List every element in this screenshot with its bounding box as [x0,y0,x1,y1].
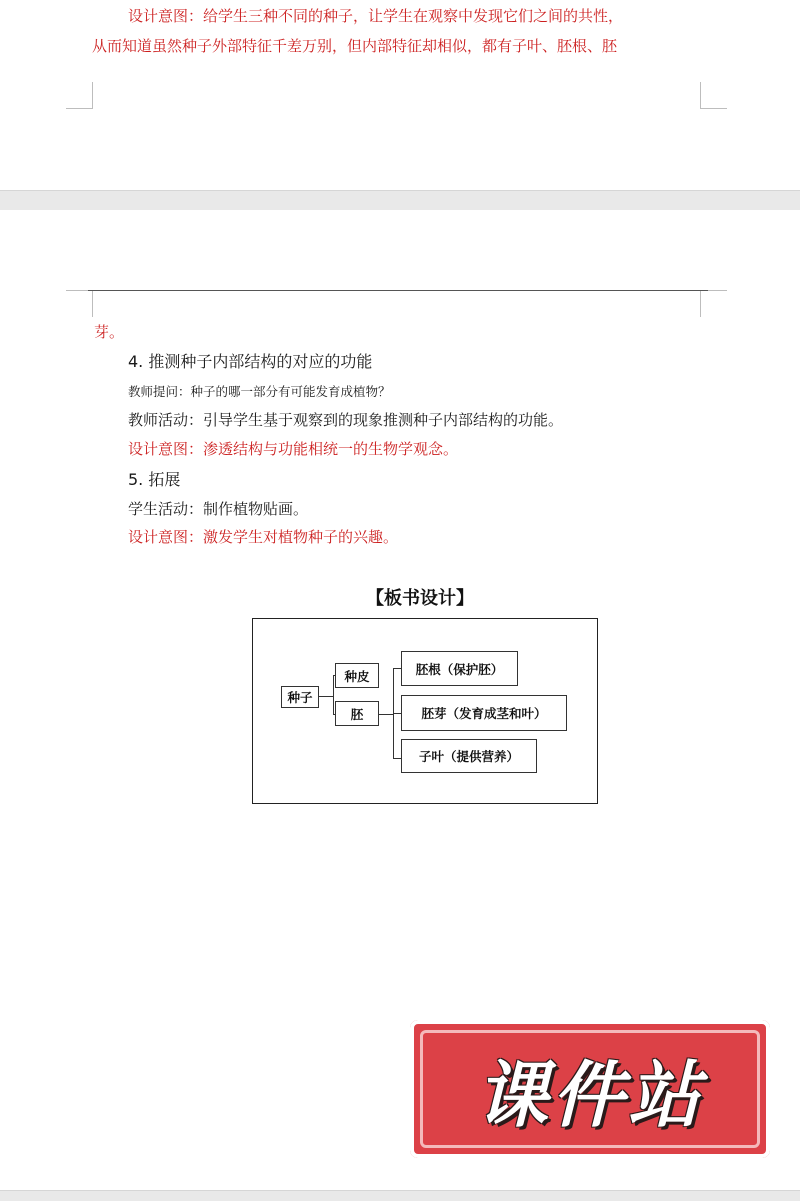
student-activity: 学生活动：制作植物贴画。 [128,500,309,518]
connector-line [393,668,401,669]
board-diagram [252,618,598,804]
node-seed-coat: 种皮 [335,663,379,688]
design-intent-line-1: 设计意图：给学生三种不同的种子，让学生在观察中发现它们之间的共性， [128,7,624,25]
page-margin-corner [700,82,727,109]
node-radicle: 胚根（保护胚） [401,651,518,686]
watermark-text: 课件站 [475,1053,704,1137]
board-design-title: 【板书设计】 [366,588,474,609]
connector-line [319,696,333,697]
design-intent: 设计意图：渗透结构与功能相统一的生物学观念。 [128,440,459,458]
document-page-2 [0,210,800,1188]
watermark-logo [410,1020,770,1158]
continuation-text: 芽。 [94,323,125,341]
node-plumule: 胚芽（发育成茎和叶） [401,695,567,731]
design-intent-line-2: 从而知道虽然种子外部特征千差万别，但内部特征却相似，都有子叶、胚根、胚 [92,37,618,55]
connector-line [333,675,334,715]
node-seed: 种子 [281,686,319,708]
design-intent: 设计意图：激发学生对植物种子的兴趣。 [128,528,399,546]
node-cotyledon: 子叶（提供营养） [401,739,537,773]
node-embryo: 胚 [335,701,379,726]
connector-line [393,713,401,714]
teacher-question: 教师提问：种子的哪一部分有可能发育成植物？ [128,384,391,399]
connector-line [393,758,401,759]
section-heading: 5. 拓展 [128,470,181,489]
header-rule [88,290,708,291]
page-separator [0,190,800,212]
page-margin-corner [66,82,93,109]
page-margin-corner [66,290,93,317]
page-margin-corner [700,290,727,317]
page-separator [0,1190,800,1201]
section-heading: 4. 推测种子内部结构的对应的功能 [128,352,373,371]
teacher-activity: 教师活动：引导学生基于观察到的现象推测种子内部结构的功能。 [128,411,564,429]
document-page-1 [0,0,800,190]
connector-line [379,714,393,715]
